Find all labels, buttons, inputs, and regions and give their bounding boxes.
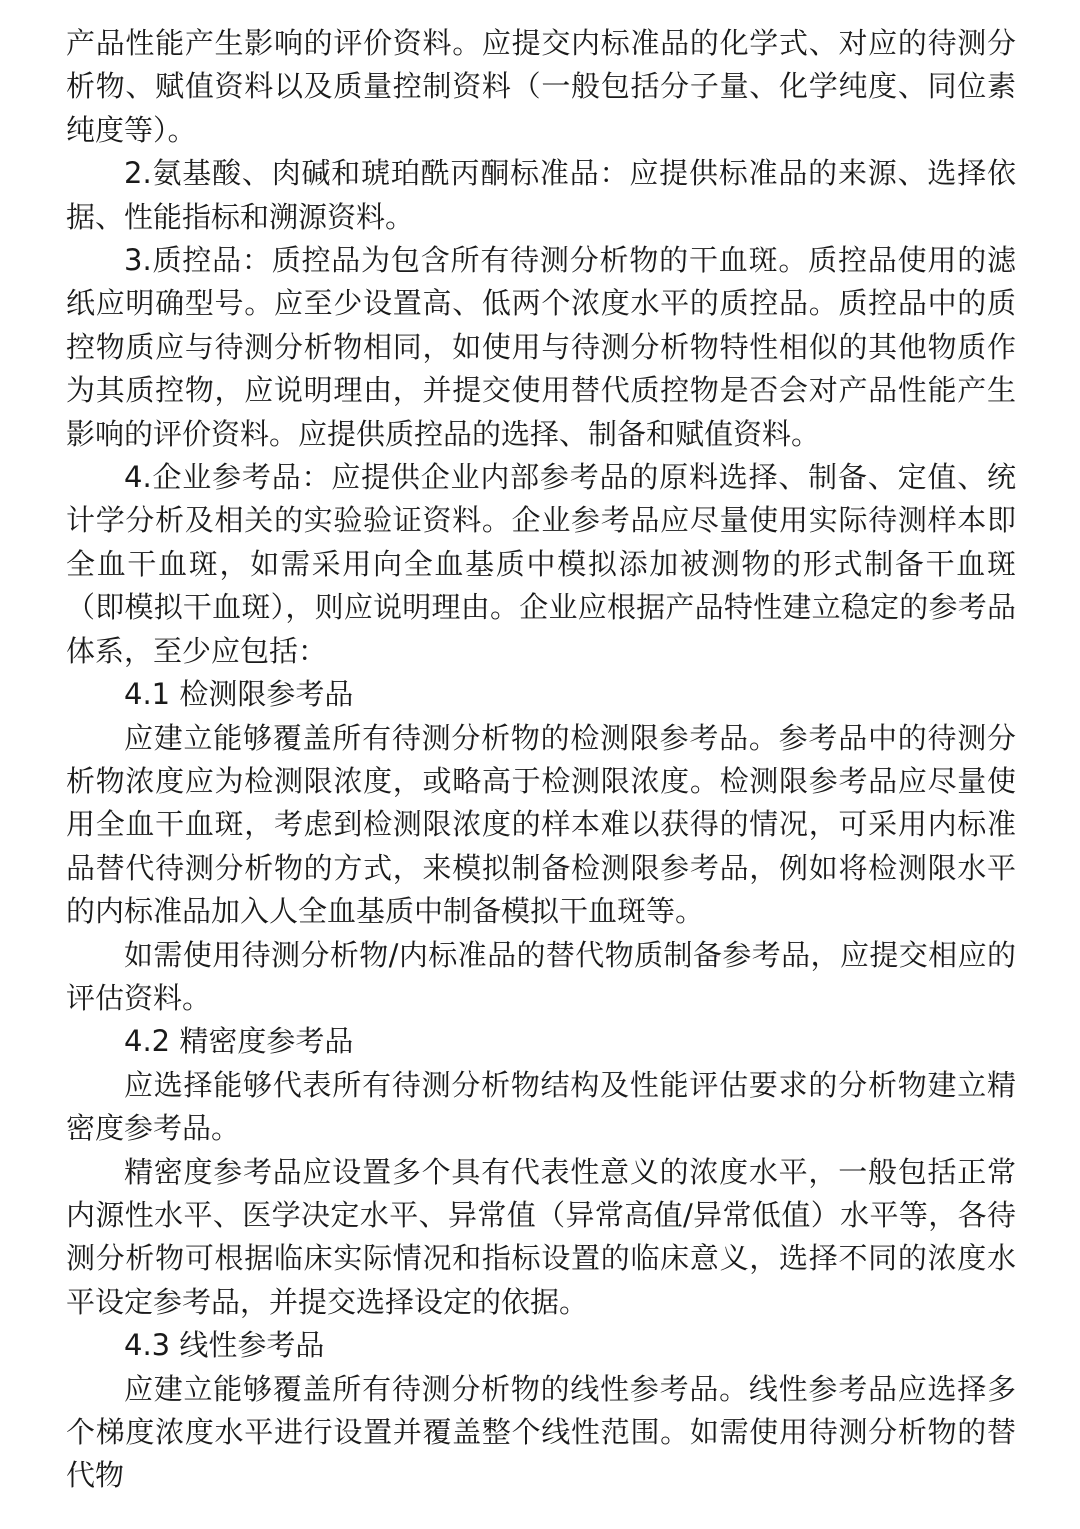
section-heading-precision: 4.2 精密度参考品 xyxy=(124,1024,354,1059)
paragraph-continuation: 产品性能产生影响的评价资料。应提交内标准品的化学式、对应的待测分析物、赋值资料以及质量控制资料（一般包括分子量、化学纯度、同位素纯度等）。 xyxy=(66,26,1016,147)
section-heading-linearity: 4.3 线性参考品 xyxy=(124,1328,325,1363)
paragraph-linearity: 应建立能够覆盖所有待测分析物的线性参考品。线性参考品应选择多个梯度浓度水平进行设置并覆盖整个线性范围。如需使用待测分析物的替代物 xyxy=(66,1371,1016,1493)
paragraph-precision-selection: 应选择能够代表所有待测分析物结构及性能评估要求的分析物建立精密度参考品。 xyxy=(66,1067,1016,1146)
section-heading-detection-limit: 4.1 检测限参考品 xyxy=(124,677,354,712)
paragraph-enterprise-reference: 4.企业参考品：应提供企业内部参考品的原料选择、制备、定值、统计学分析及相关的实验验证资料。企业参考品应尽量使用实际待测样本即全血干血斑，如需采用向全血基质中模拟添加被测物的形式制备干血斑（即模拟干血斑），则应说明理由。企业应根据产品特性建立稳定的参考品体系，至少应包括： xyxy=(66,460,1016,668)
paragraph-precision-levels: 精密度参考品应设置多个具有代表性意义的浓度水平，一般包括正常内源性水平、医学决定水平、异常值（异常高值/异常低值）水平等，各待测分析物可根据临床实际情况和指标设置的临床意义，选择不同的浓度水平设定参考品，并提交选择设定的依据。 xyxy=(66,1154,1016,1319)
paragraph-standards: 2.氨基酸、肉碱和琥珀酰丙酮标准品：应提供标准品的来源、选择依据、性能指标和溯源资料。 xyxy=(66,156,1016,234)
paragraph-quality-control: 3.质控品：质控品为包含所有待测分析物的干血斑。质控品使用的滤纸应明确型号。应至少设置高、低两个浓度水平的质控品。质控品中的质控物质应与待测分析物相同，如使用与待测分析物特性相似的其他物质作为其质控物，应说明理由，并提交使用替代质控物是否会对产品性能产生影响的评价资料。应提供质控品的选择、制备和赋值资料。 xyxy=(66,243,1016,451)
document-page xyxy=(66,22,1016,1498)
paragraph-detection-limit: 应建立能够覆盖所有待测分析物的检测限参考品。参考品中的待测分析物浓度应为检测限浓度，或略高于检测限浓度。检测限参考品应尽量使用全血干血斑，考虑到检测限浓度的样本难以获得的情况，可采用内标准品替代待测分析物的方式，来模拟制备检测限参考品，例如将检测限水平的内标准品加入人全血基质中制备模拟干血斑等。 xyxy=(66,720,1016,929)
paragraph-substitute-material: 如需使用待测分析物/内标准品的替代物质制备参考品，应提交相应的评估资料。 xyxy=(66,937,1016,1015)
